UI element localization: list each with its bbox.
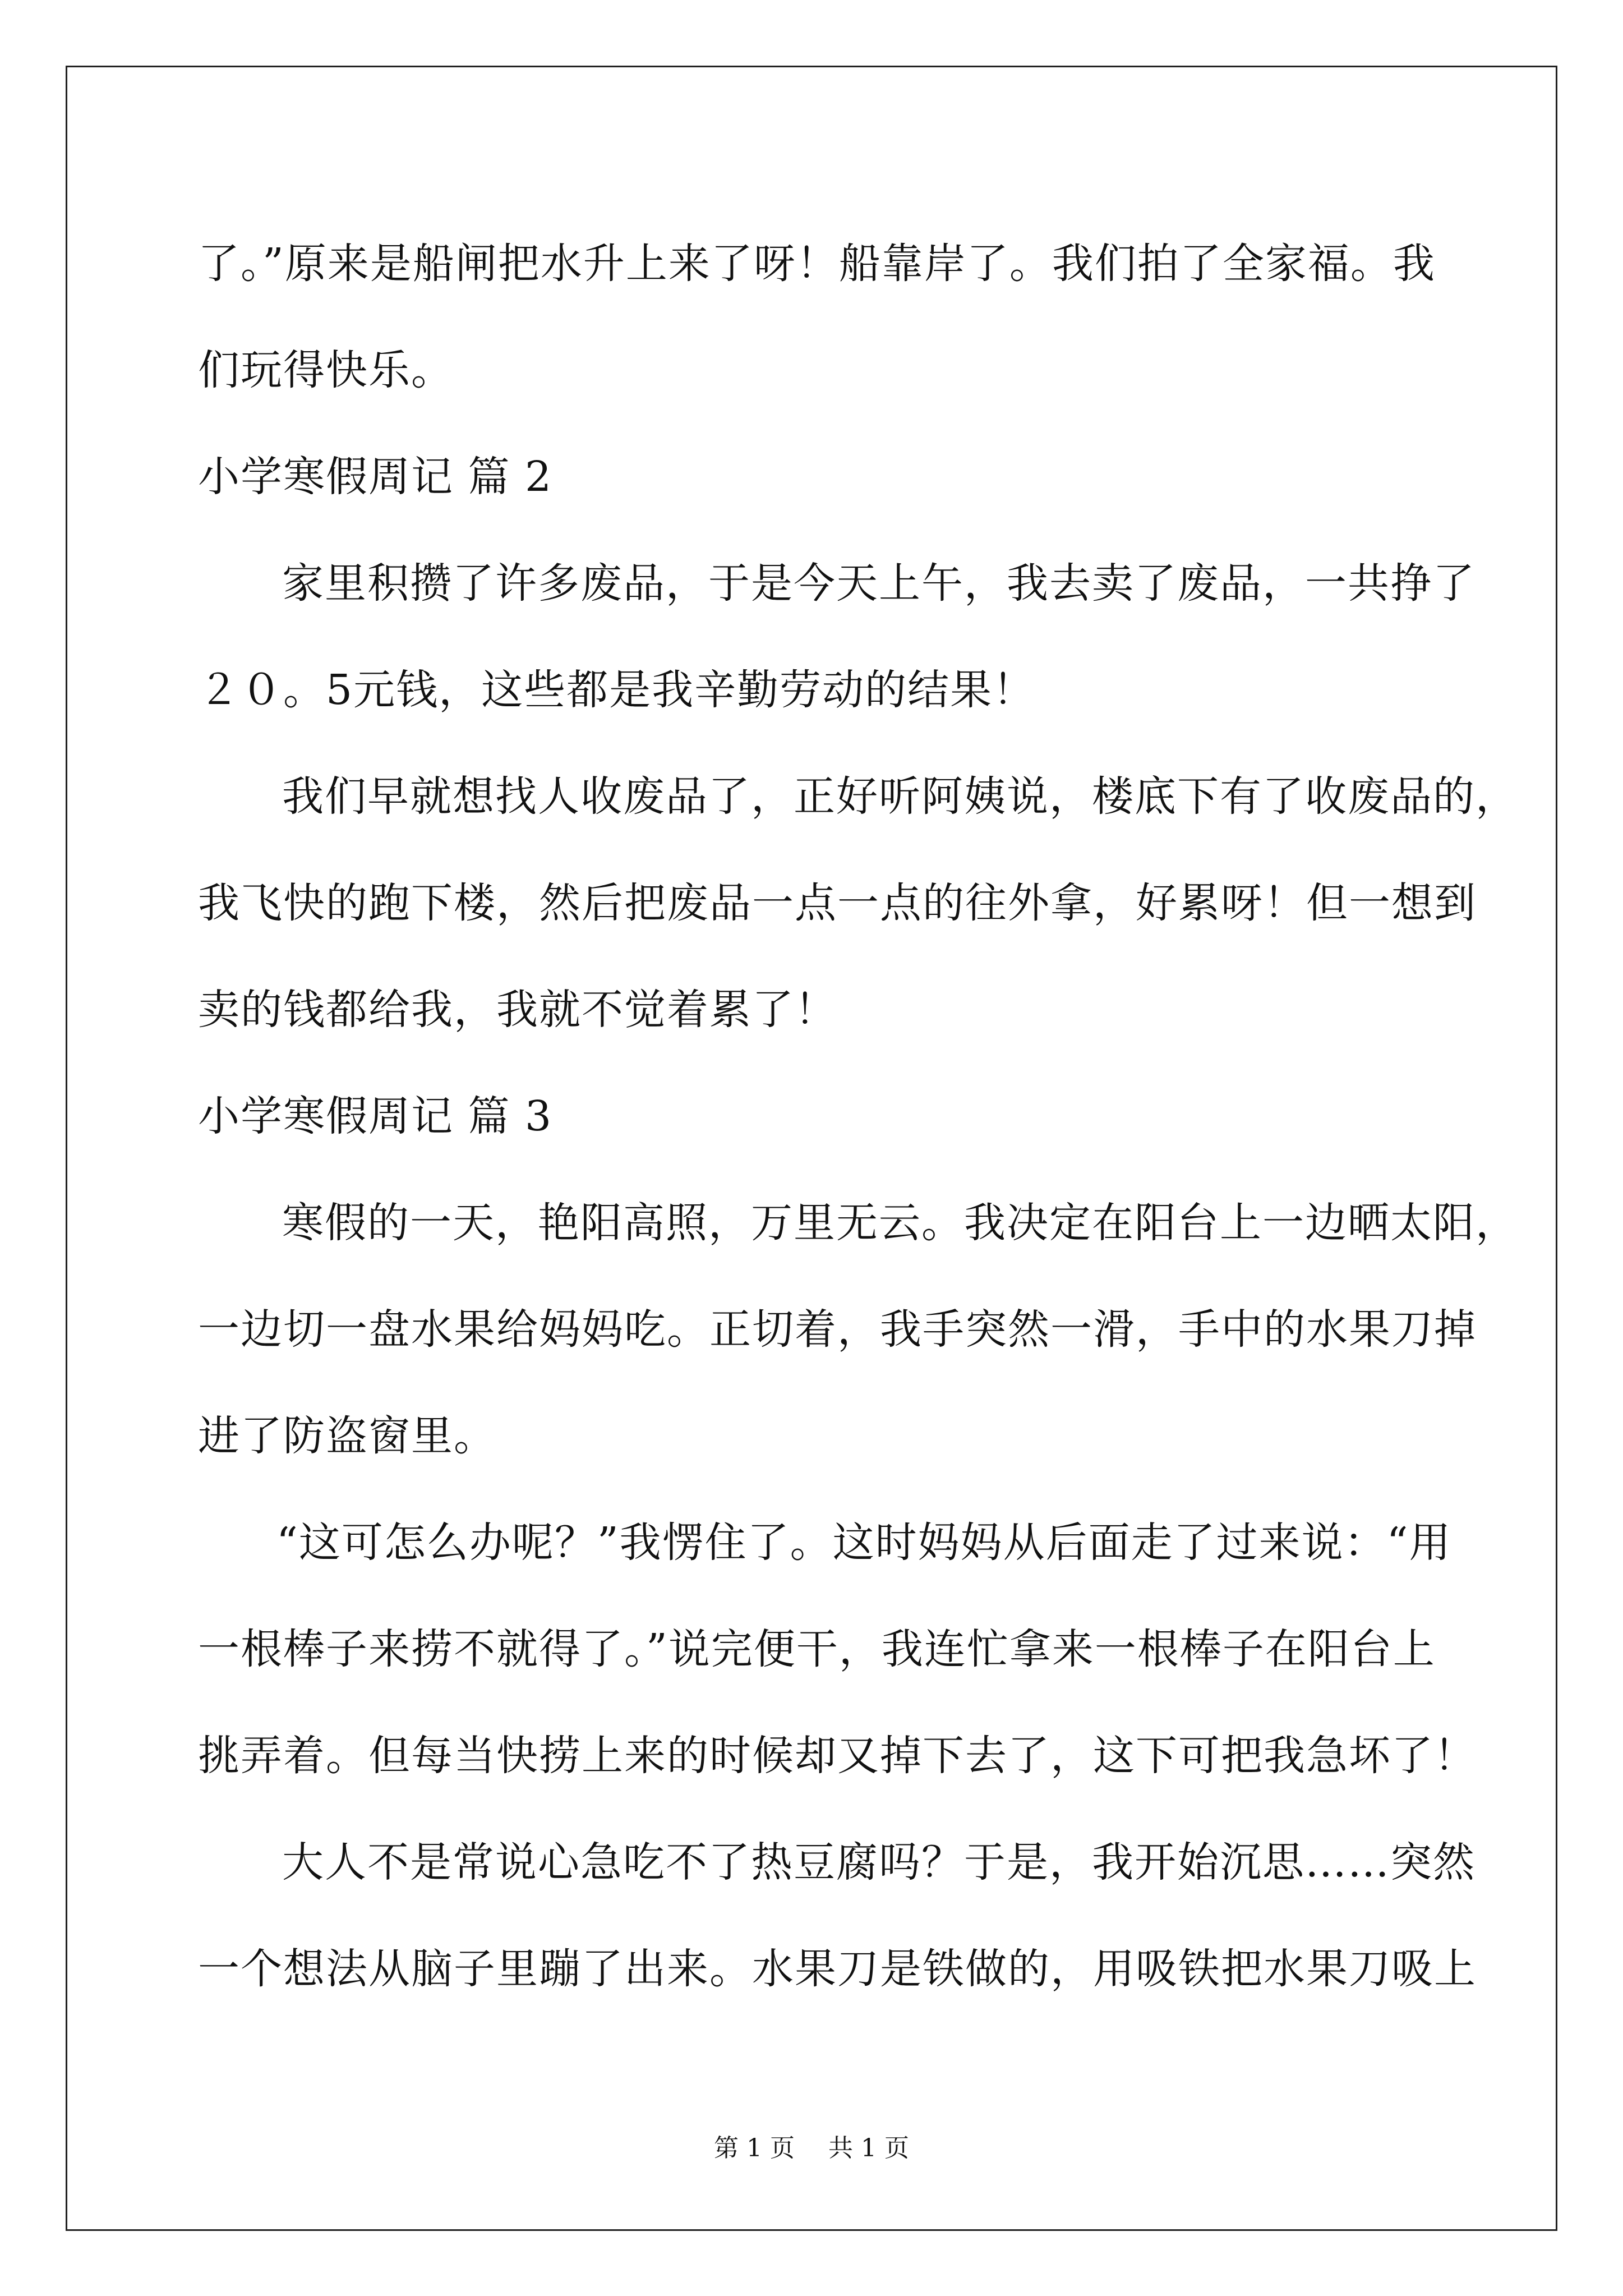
page-number-total: 共 1 页 <box>828 2134 909 2162</box>
paragraph-line: 寒假的一天，艳阳高照，万里无云。我决定在阳台上一边晒太阳， <box>282 1199 1518 1247</box>
section-heading: 小学寒假周记 篇 3 <box>198 1092 553 1140</box>
paragraph-line: 进了防盗窗里。 <box>198 1412 496 1460</box>
paragraph-line: 了。”原来是船闸把水升上来了呀！船靠岸了。我们拍了全家福。我 <box>198 240 1436 288</box>
page-number-current: 第 1 页 <box>714 2134 795 2162</box>
paragraph-line: 一个想法从脑子里蹦了出来。水果刀是铁做的，用吸铁把水果刀吸上 <box>198 1945 1477 1993</box>
paragraph-line: 挑弄着。但每当快捞上来的时候却又掉下去了，这下可把我急坏了！ <box>198 1732 1477 1780</box>
paragraph-line: 一根棒子来捞不就得了。”说完便干，我连忙拿来一根棒子在阳台上 <box>198 1625 1436 1673</box>
page-footer <box>0 2132 1623 2165</box>
paragraph-line: 一边切一盘水果给妈妈吃。正切着，我手突然一滑，手中的水果刀掉 <box>198 1305 1477 1354</box>
paragraph-line: “这可怎么办呢？”我愣住了。这时妈妈从后面走了过来说：“用 <box>276 1519 1452 1567</box>
paragraph-line: ２０。5元钱，这些都是我辛勤劳动的结果！ <box>198 666 1036 714</box>
paragraph-line: 我们早就想找人收废品了，正好听阿姨说，楼底下有了收废品的， <box>282 772 1518 821</box>
paragraph-line: 卖的钱都给我，我就不觉着累了！ <box>198 986 837 1034</box>
document-body <box>198 210 1518 2022</box>
section-heading: 小学寒假周记 篇 2 <box>198 453 553 501</box>
paragraph-line: 我飞快的跑下楼，然后把废品一点一点的往外拿，好累呀！但一想到 <box>198 879 1477 927</box>
paragraph-line: 家里积攒了许多废品，于是今天上午，我去卖了废品，一共挣了 <box>282 559 1476 608</box>
paragraph-line: 大人不是常说心急吃不了热豆腐吗？于是，我开始沉思……突然 <box>282 1838 1476 1887</box>
paragraph-line: 们玩得快乐。 <box>198 346 454 394</box>
